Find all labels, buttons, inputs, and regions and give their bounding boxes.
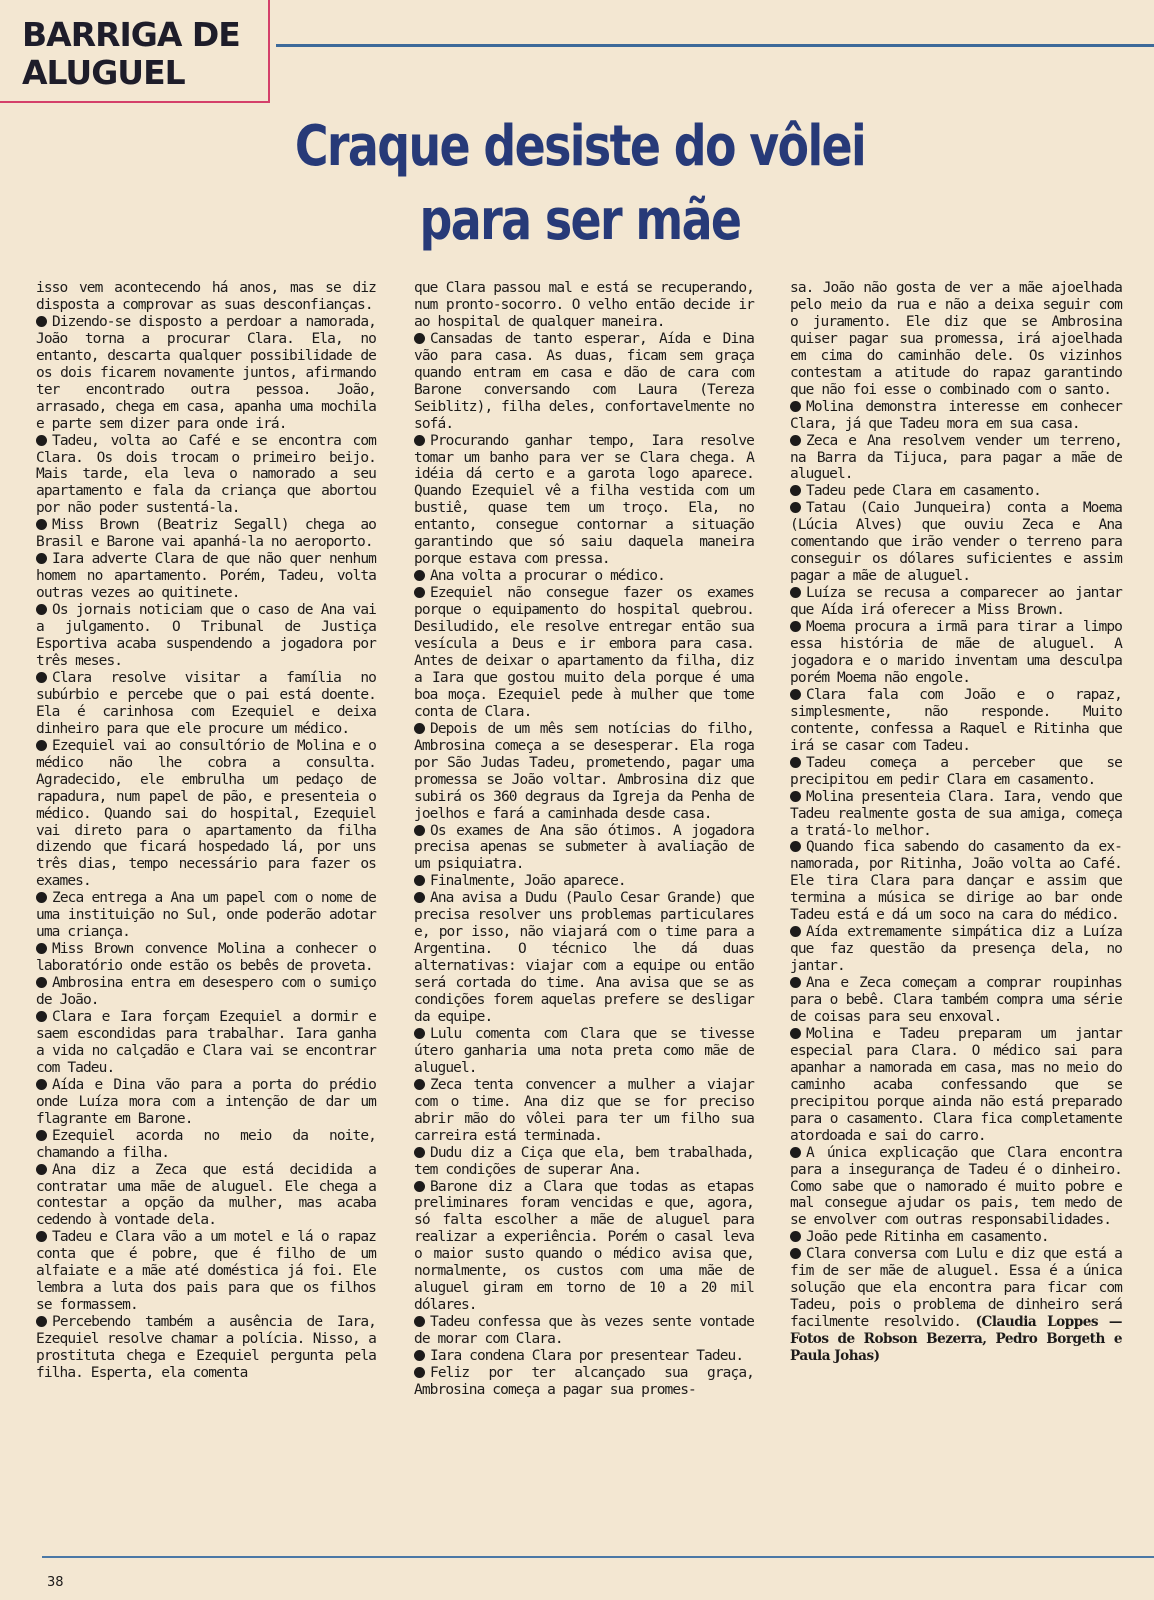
- article-paragraph: [790, 975, 1122, 1026]
- bullet-icon: [790, 926, 801, 937]
- article-paragraph: [790, 619, 1122, 687]
- bullet-icon: [36, 977, 47, 988]
- article-paragraph: [36, 738, 376, 891]
- article-paragraph: [790, 483, 1122, 500]
- article-paragraph: [414, 1348, 754, 1365]
- bullet-icon: [790, 401, 801, 412]
- bullet-icon: [414, 1367, 425, 1378]
- bullet-icon: [36, 1079, 47, 1090]
- article-paragraph: [414, 1026, 754, 1077]
- bullet-icon: [36, 943, 47, 954]
- article-paragraph: [414, 721, 754, 823]
- paragraph-text: Clara fala com João e o rapaz, simplesmente, não responde. Muito contente, confessa a Raquel e Ritinha que irá se casar com Tadeu.: [790, 686, 1122, 754]
- bullet-icon: [414, 435, 425, 446]
- article-paragraph: [36, 941, 376, 975]
- paragraph-text: Feliz por ter alcançado sua graça, Ambrosina começa a pagar sua promes-: [414, 1365, 754, 1398]
- paragraph-text: Molina presenteia Clara. Iara, vendo que Tadeu realmente gosta de sua amiga, começa a tratá-lo melhor.: [790, 788, 1122, 839]
- paragraph-text: Tadeu confessa que às vezes sente vontade de morar com Clara.: [414, 1314, 754, 1348]
- bullet-icon: [414, 825, 425, 836]
- bullet-icon: [36, 604, 47, 615]
- article-paragraph: [790, 789, 1122, 840]
- bullet-icon: [790, 1248, 801, 1259]
- paragraph-text: Barone diz a Clara que todas as etapas preliminares foram vencidas e que, agora, só falta escolher a mãe de aluguel para realizar a experiência. Porém o casal leva o maior susto quando o médico avisa que, normalmente, os custos com uma mãe de aluguel giram em torno de 10 a 20 mil dólares.: [414, 1178, 754, 1314]
- bullet-icon: [414, 587, 425, 598]
- paragraph-text: Ana volta a procurar o médico.: [430, 568, 665, 585]
- bullet-icon: [36, 1130, 47, 1141]
- paragraph-text: Aída e Dina vão para a porta do prédio onde Luíza mora com a intenção de dar um flagrante em Barone.: [36, 1076, 376, 1127]
- paragraph-text: Tadeu e Clara vão a um motel e lá o rapaz conta que é pobre, que é filho de um alfaiate e a mãe até doméstica já foi. Ele lembra a luta dos pais para que os filhos se formassem.: [36, 1229, 376, 1314]
- bullet-icon: [36, 1316, 47, 1327]
- bullet-icon: [790, 841, 801, 852]
- paragraph-text: Luíza se recusa a comparecer ao jantar que Aída irá oferecer a Miss Brown.: [790, 585, 1122, 619]
- section-header-box: [0, 0, 270, 103]
- paragraph-text: Finalmente, João aparece.: [430, 873, 626, 890]
- headline-line-1: Craque desiste do vôlei: [294, 114, 866, 179]
- article-paragraph: [790, 687, 1122, 755]
- paragraph-text: Miss Brown (Beatriz Segall) chega ao Brasil e Barone vai apanhá-la no aeroporto.: [36, 517, 376, 551]
- bullet-icon: [414, 1028, 425, 1039]
- paragraph-text: Clara e Iara forçam Ezequiel a dormir e saem escondidas para trabalhar. Iara ganha a vida no calçadão e Clara vai se encontrar com Tadeu.: [36, 1008, 376, 1076]
- article-paragraph: [36, 1077, 376, 1128]
- paragraph-text: Tadeu pede Clara em casamento.: [806, 483, 1041, 500]
- bullet-icon: [790, 485, 801, 496]
- article-paragraph: [36, 433, 376, 518]
- article-paragraph: [36, 1009, 376, 1077]
- paragraph-text: João pede Ritinha em casamento.: [806, 1229, 1049, 1246]
- article-paragraph: [414, 568, 754, 585]
- paragraph-text: Procurando ganhar tempo, Iara resolve tomar um banho para ver se Clara chega. A idéia dá certo e a garota logo aparece. Quando Ezequiel vê a filha vestida com um bustiê, quase tem um troço. Ela, no entanto, consegue contornar a situação garantindo que só saiu daquela maneira porque estava com pressa.: [414, 432, 754, 568]
- article-paragraph: [36, 280, 376, 314]
- paragraph-text: Clara resolve visitar a família no subúrbio e percebe que o pai está doente. Ela é carinhosa com Ezequiel e deixa dinheiro para que ele procure um médico.: [36, 669, 376, 737]
- bullet-icon: [414, 1079, 425, 1090]
- bullet-icon: [36, 892, 47, 903]
- article-paragraph: [790, 1026, 1122, 1145]
- article-paragraph: [790, 1145, 1122, 1230]
- article-paragraph: [790, 1246, 1122, 1365]
- bullet-icon: [36, 740, 47, 751]
- paragraph-text: Zeca e Ana resolvem vender um terreno, na Barra da Tijuca, para pagar a mãe de aluguel.: [790, 432, 1122, 483]
- bullet-icon: [790, 977, 801, 988]
- bullet-icon: [414, 1350, 425, 1361]
- paragraph-text: Clara conversa com Lulu e diz que está a fim de ser mãe de aluguel. Essa é a única solução que ela encontra para ficar com Tadeu, pois o problema de dinheiro será facilmente resolvido.: [790, 1246, 1122, 1331]
- article-paragraph: [790, 585, 1122, 619]
- bullet-icon: [414, 875, 425, 886]
- article-column-3: [790, 280, 1122, 1505]
- article-paragraph: [414, 280, 754, 331]
- bullet-icon: [414, 1147, 425, 1158]
- article-paragraph: [414, 890, 754, 1026]
- bullet-icon: [790, 791, 801, 802]
- paragraph-text: Tatau (Caio Junqueira) conta a Moema (Lúcia Alves) que ouviu Zeca e Ana comentando que irão vender o terreno para conseguir os dólares suficientes e assim pagar a mãe de aluguel.: [790, 500, 1122, 585]
- bullet-icon: [790, 1147, 801, 1158]
- article-paragraph: [414, 1145, 754, 1179]
- article-column-1: [36, 280, 376, 1505]
- article-paragraph: [790, 500, 1122, 585]
- article-paragraph: [36, 1162, 376, 1230]
- article-paragraph: [36, 1128, 376, 1162]
- article-paragraph: [790, 924, 1122, 975]
- paragraph-text: Ezequiel vai ao consultório de Molina e o médico não lhe cobra a consulta. Agradecido, ele embrulha um pedaço de rapadura, num papel de pão, e presenteia o médico. Quando sai do hospital, Ezequiel vai direto para o apartamento da filha dizendo que ficará hospedado lá, por uns três dias, tempo necessário para fazer os exames.: [36, 737, 376, 890]
- paragraph-text: Ana e Zeca começam a comprar roupinhas para o bebê. Clara também compra uma série de coisas para seu enxoval.: [790, 975, 1122, 1025]
- paragraph-text: A única explicação que Clara encontra para a insegurança de Tadeu é o dinheiro. Como sabe que o namorado é muito pobre e mal consegue ajudar os pais, tem medo de se envolver com outras responsabilidades.: [790, 1144, 1122, 1229]
- article-column-2: [414, 280, 754, 1505]
- paragraph-text: Os exames de Ana são ótimos. A jogadora precisa apenas se submeter à avaliação de um psiquiatra.: [414, 822, 754, 873]
- paragraph-text: que Clara passou mal e está se recuperando, num pronto-socorro. O velho então decide ir ao hospital de qualquer maneira.: [414, 280, 754, 330]
- bullet-icon: [790, 689, 801, 700]
- paragraph-text: Ambrosina entra em desespero com o sumiço de João.: [36, 975, 376, 1009]
- bullet-icon: [36, 672, 47, 683]
- bullet-icon: [790, 1231, 801, 1242]
- bullet-icon: [414, 723, 425, 734]
- paragraph-text: Iara adverte Clara de que não quer nenhum homem no apartamento. Porém, Tadeu, volta outras vezes ao quitinete.: [36, 551, 376, 602]
- article-paragraph: [36, 602, 376, 670]
- article-paragraph: [36, 314, 376, 433]
- paragraph-text: Dudu diz a Ciça que ela, bem trabalhada, tem condições de superar Ana.: [414, 1144, 754, 1178]
- paragraph-text: sa. João não gosta de ver a mãe ajoelhada pelo meio da rua e não a deixa seguir com o juramento. Ele diz que se Ambrosina quiser pagar sua promessa, irá ajoelhada em cima do caminhão dele. Os vizinhos contestam a atitude do rapaz garantindo que não foi esse o combinado com o santo.: [790, 280, 1122, 398]
- bullet-icon: [414, 1316, 425, 1327]
- article-paragraph: [790, 433, 1122, 484]
- article-paragraph: [790, 839, 1122, 924]
- article-paragraph: [414, 873, 754, 890]
- bullet-icon: [414, 1181, 425, 1192]
- section-label: BARRIGA DE ALUGUEL: [22, 15, 240, 92]
- paragraph-text: Os jornais noticiam que o caso de Ana vai a julgamento. O Tribunal de Justiça Esportiva acaba suspendendo a jogadora por três meses.: [36, 602, 376, 669]
- article-paragraph: [790, 755, 1122, 789]
- bullet-icon: [790, 1028, 801, 1039]
- bullet-icon: [36, 519, 47, 530]
- paragraph-text: Ana avisa a Dudu (Paulo Cesar Grande) que precisa resolver uns problemas particulares e, por isso, não viajará com o time para a Argentina. O técnico lhe dá duas alternativas: viajar com a equipe ou então será cortada do time. Ana avisa que se as condições forem aquelas prefere se desligar da equipe.: [414, 890, 754, 1025]
- headline: [260, 110, 900, 258]
- bullet-icon: [36, 553, 47, 564]
- article-paragraph: [790, 280, 1122, 399]
- article-paragraph: [790, 1229, 1122, 1246]
- paragraph-text: Cansadas de tanto esperar, Aída e Dina vão para casa. As duas, ficam sem graça quando entram em casa e dão de cara com Barone conversando com Laura (Tereza Seiblitz), filha deles, confortavelmente no sofá.: [414, 330, 754, 432]
- top-rule: [276, 44, 1154, 47]
- paragraph-text: Quando fica sabendo do casamento da ex-namorada, por Ritinha, João volta ao Café. Ele tira Clara para dançar e assim que termina a música se dirige ao bar onde Tadeu está e dá um soco na cara do médico.: [790, 839, 1122, 924]
- bullet-icon: [790, 435, 801, 446]
- article-paragraph: [414, 585, 754, 721]
- paragraph-text: Zeca entrega a Ana um papel com o nome de uma instituição no Sul, onde poderão adotar uma criança.: [36, 890, 376, 941]
- paragraph-text: Depois de um mês sem notícias do filho, Ambrosina começa a se desesperar. Ela roga por São Judas Tadeu, prometendo, pagar uma promessa se João voltar. Ambrosina diz que subirá os 360 degraus da Igreja da Penha de joelhos e fará a caminhada desde casa.: [414, 720, 754, 822]
- article-paragraph: [36, 670, 376, 738]
- article-paragraph: [36, 975, 376, 1009]
- bullet-icon: [36, 1164, 47, 1175]
- paragraph-text: Molina e Tadeu preparam um jantar especial para Clara. O médico sai para apanhar a namorada em casa, mas no meio do caminho acaba confessando que se precipitou porque ainda não está preparado para o casamento. Clara fica completamente atordoada e sai do carro.: [790, 1025, 1122, 1144]
- paragraph-text: isso vem acontecendo há anos, mas se diz disposta a comprovar as suas desconfianças.: [36, 280, 376, 313]
- article-paragraph: [414, 1365, 754, 1399]
- bullet-icon: [36, 316, 47, 327]
- article-paragraph: [36, 1314, 376, 1382]
- article-paragraph: [414, 433, 754, 569]
- paragraph-text: Zeca tenta convencer a mulher a viajar com o time. Ana diz que se for preciso abrir mão do vôlei para ter um filho sua carreira está terminada.: [414, 1076, 754, 1144]
- bullet-icon: [36, 1231, 47, 1242]
- article-paragraph: [36, 551, 376, 602]
- paragraph-text: Aída extremamente simpática diz a Luíza que faz questão da presença dela, no jantar.: [790, 924, 1122, 975]
- article-paragraph: [36, 517, 376, 551]
- bullet-icon: [36, 435, 47, 446]
- bullet-icon: [790, 502, 801, 513]
- paragraph-text: Molina demonstra interesse em conhecer Clara, já que Tadeu mora em sua casa.: [790, 398, 1122, 432]
- bullet-icon: [36, 1011, 47, 1022]
- article-paragraph: [414, 1179, 754, 1315]
- article-paragraph: [414, 823, 754, 874]
- paragraph-text: Tadeu começa a perceber que se precipitou em pedir Clara em casamento.: [790, 754, 1122, 788]
- paragraph-text: Percebendo também a ausência de Iara, Ezequiel resolve chamar a polícia. Nisso, a prostituta chega e Ezequiel pergunta pela filha. Esperta, ela comenta: [36, 1314, 376, 1381]
- bullet-icon: [790, 621, 801, 632]
- page-number: 38: [47, 1575, 64, 1590]
- bullet-icon: [414, 570, 425, 581]
- article-paragraph: [36, 890, 376, 941]
- paragraph-text: Miss Brown convence Molina a conhecer o laboratório onde estão os bebês de proveta.: [36, 941, 376, 975]
- bullet-icon: [414, 892, 425, 903]
- headline-line-2: para ser mãe: [419, 188, 741, 253]
- bottom-rule: [42, 1556, 1154, 1558]
- bullet-icon: [414, 333, 425, 344]
- paragraph-text: Moema procura a irmã para tirar a limpo essa história de mãe de aluguel. A jogadora e o marido inventam uma desculpa porém Moema não engole.: [790, 619, 1122, 686]
- paragraph-text: Ezequiel não consegue fazer os exames porque o equipamento do hospital quebrou. Desiludido, ele resolve entregar então sua vesícula a Deus e ir embora para casa. Antes de deixar o apartamento da filha, diz a Iara que gostou muito dela porque é uma boa moça. Ezequiel pede à mulher que tome conta de Clara.: [414, 585, 754, 720]
- bullet-icon: [790, 587, 801, 598]
- paragraph-text: Ana diz a Zeca que está decidida a contratar uma mãe de aluguel. Ele chega a contestar a opção da mulher, mas acaba cedendo à vontade dela.: [36, 1161, 376, 1229]
- paragraph-text: Ezequiel acorda no meio da noite, chamando a filha.: [36, 1127, 376, 1161]
- article-paragraph: [36, 1229, 376, 1314]
- bullet-icon: [790, 757, 801, 768]
- paragraph-text: Tadeu, volta ao Café e se encontra com Clara. Os dois trocam o primeiro beijo. Mais tarde, ela leva o namorado a seu apartamento e fala da criança que abortou por não poder sustentá-la.: [36, 432, 376, 517]
- article-paragraph: [414, 331, 754, 433]
- paragraph-text: Dizendo-se disposto a perdoar a namorada, João torna a procurar Clara. Ela, no entanto, descarta qualquer possibilidade de os dois ficarem novamente juntos, afirmando ter encontrado outra pessoa. João, arrasado, chega em casa, apanha uma mochila e parte sem dizer para onde irá.: [36, 313, 376, 432]
- paragraph-text: Iara condena Clara por presentear Tadeu.: [430, 1348, 744, 1365]
- article-credit: (Claudia Loppes — Fotos de Robson Bezerra, Pedro Borgeth e Paula Johas): [790, 1314, 1122, 1365]
- paragraph-text: Lulu comenta com Clara que se tivesse útero ganharia uma nota preta como mãe de aluguel.: [414, 1025, 754, 1076]
- article-paragraph: [414, 1314, 754, 1348]
- article-paragraph: [790, 399, 1122, 433]
- article-paragraph: [414, 1077, 754, 1145]
